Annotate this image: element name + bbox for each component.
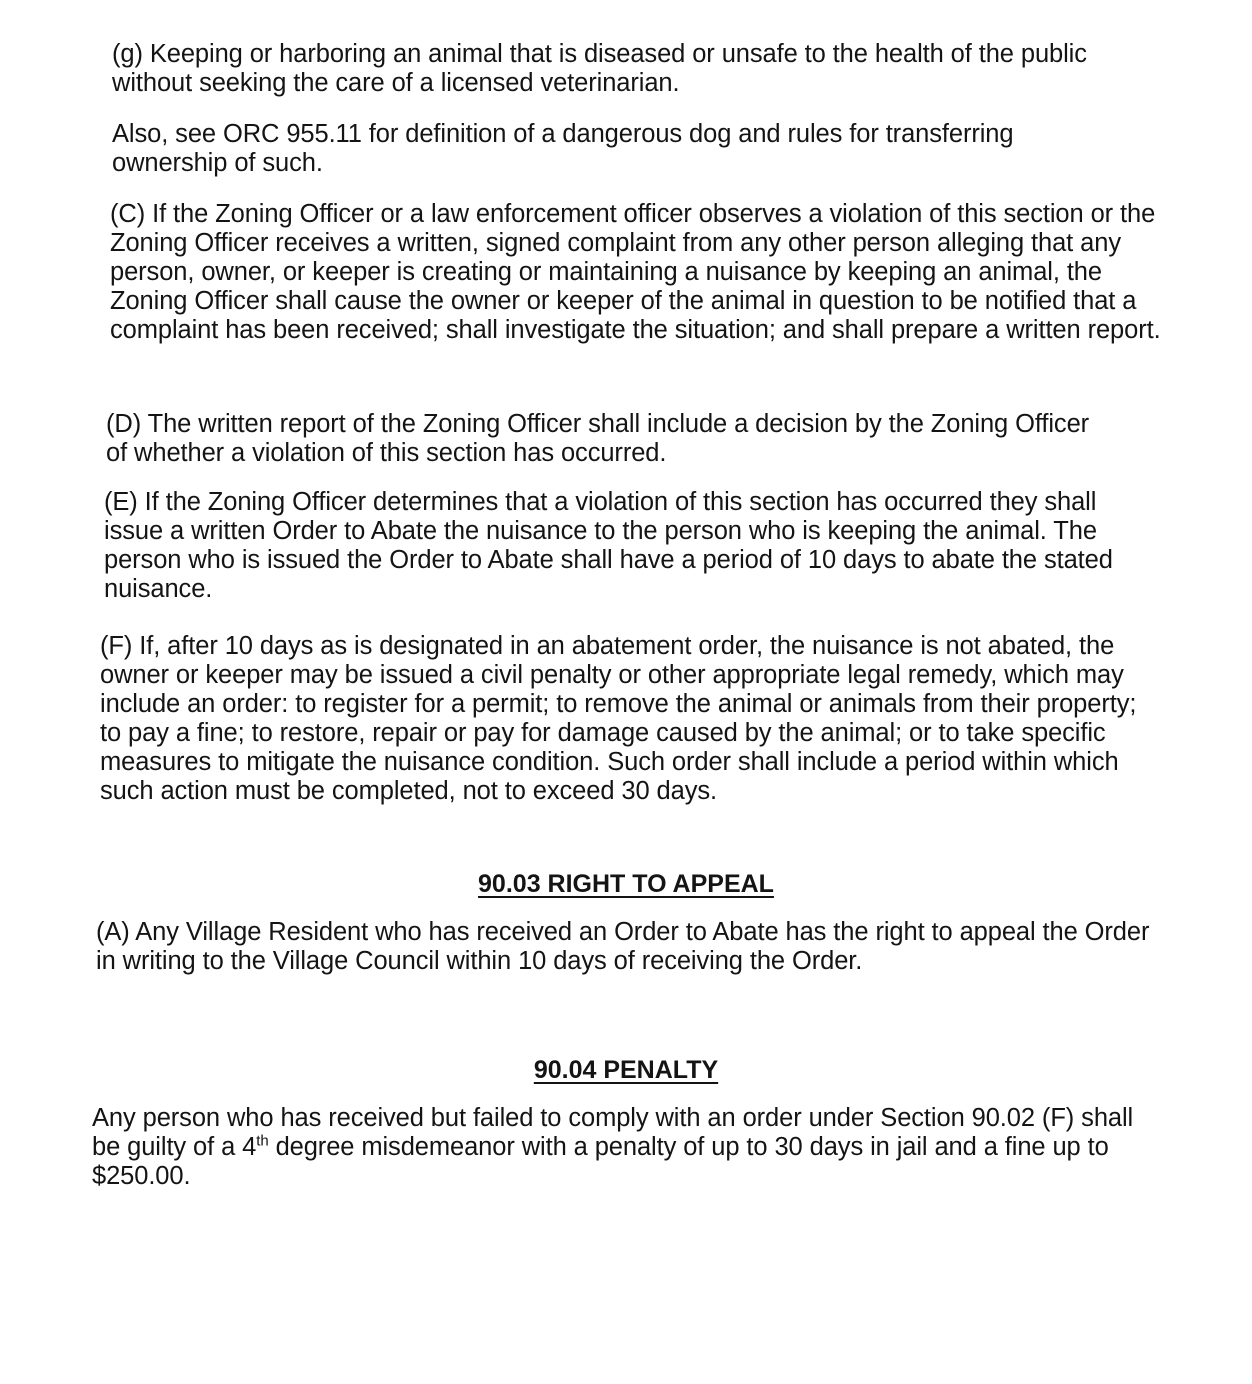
section-heading-penalty bbox=[0, 1056, 1252, 1085]
ordinal-suffix: th bbox=[256, 1132, 269, 1150]
heading-penalty-text: 90.04 PENALTY bbox=[533, 1056, 719, 1084]
paragraph-also: Also, see ORC 955.11 for definition of a dangerous dog and rules for transferring ownership of such. bbox=[112, 120, 1014, 177]
heading-appeal-text: 90.03 RIGHT TO APPEAL bbox=[478, 870, 774, 898]
paragraph-g: (g) Keeping or harboring an animal that is diseased or unsafe to the health of the public without seeking the care of a licensed veterinarian. bbox=[112, 40, 1087, 97]
paragraph-e: (E) If the Zoning Officer determines that a violation of this section has occurred they shall issue a written Order to Abate the nuisance to the person who is keeping the animal. The person who is issued the Order to Abate shall have a period of 10 days to abate the stated nuisance. bbox=[104, 488, 1113, 603]
paragraph-penalty bbox=[92, 1104, 1152, 1191]
penalty-text-end: degree misdemeanor with a penalty of up to 30 days in jail and a fine up to $250.00. bbox=[92, 1133, 1109, 1190]
paragraph-appeal: (A) Any Village Resident who has received an Order to Abate has the right to appeal the Order in writing to the Village Council within 10 days of receiving the Order. bbox=[96, 918, 1150, 975]
paragraph-c: (C) If the Zoning Officer or a law enforcement officer observes a violation of this section or the Zoning Officer receives a written, signed complaint from any other person alleging that any person, owner, or keeper is creating or maintaining a nuisance by keeping an animal, the Zoning Officer shall cause the owner or keeper of the animal in question to be notified that a complaint has been received; shall investigate the situation; and shall prepare a written report. bbox=[110, 200, 1161, 344]
section-heading-appeal bbox=[0, 870, 1252, 899]
penalty-text-start: Any person who has received but failed to comply with an order under Section 90.02 (F) shall be guilty of a 4 bbox=[92, 1104, 1134, 1161]
paragraph-f: (F) If, after 10 days as is designated in an abatement order, the nuisance is not abated, the owner or keeper may be issued a civil penalty or other appropriate legal remedy, which may include an order: to register for a permit; to remove the animal or animals from their property; to pay a fine; to restore, repair or pay for damage caused by the animal; or to take specific measures to mitigate the nuisance condition. Such order shall include a period within which such action must be completed, not to exceed 30 days. bbox=[100, 632, 1137, 805]
paragraph-d: (D) The written report of the Zoning Officer shall include a decision by the Zoning Officer of whether a violation of this section has occurred. bbox=[106, 410, 1090, 467]
